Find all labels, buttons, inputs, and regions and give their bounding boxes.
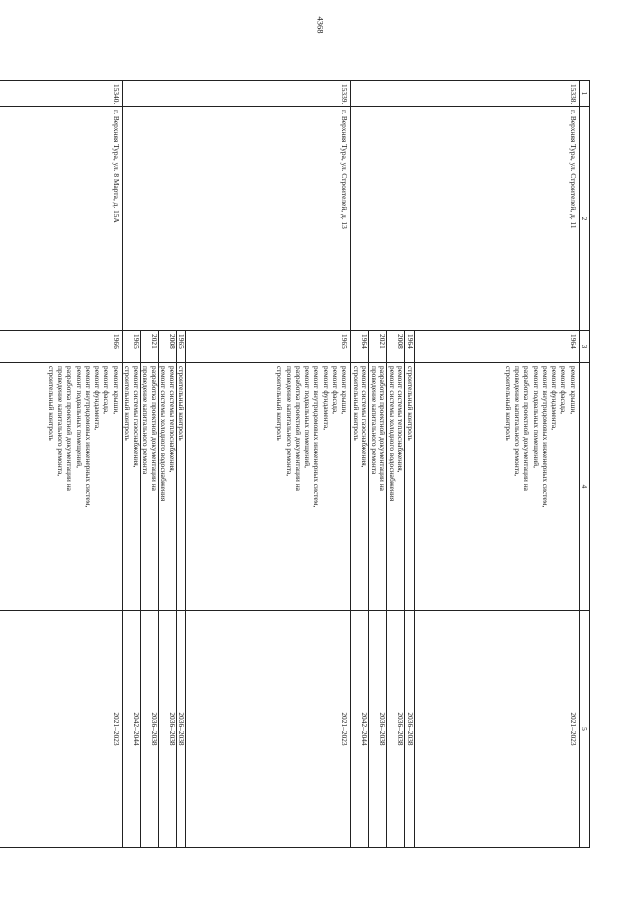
work-item: разработка проектной документации на [293, 366, 303, 491]
year-cell: 2008 [387, 331, 405, 363]
work-item: разработка проектной документации на [522, 366, 532, 491]
work-item: ремонт фасада, [559, 366, 569, 414]
work-item: строительный контроль [405, 366, 415, 441]
works-cell [351, 363, 369, 611]
period-cell: 2036–2038 [369, 611, 387, 848]
work-item: строительный контроль [275, 366, 285, 441]
work-item: ремонт системы холодного водоснабжения [387, 366, 397, 502]
header-col-5: 5 [579, 611, 589, 848]
work-item: ремонт фундамента, [550, 366, 560, 431]
works-cell [387, 363, 405, 611]
year-cell: 1965 [186, 331, 351, 363]
work-item: проведение капитального ремонта, [513, 366, 523, 477]
building-address: г. Верхняя Тура, ул. Строителей, д. 13 [122, 107, 351, 331]
year-cell: 1966 [0, 331, 122, 363]
work-item: разработка проектной документации на [65, 366, 75, 491]
header-col-2: 2 [579, 107, 589, 331]
period-cell: 2021–2023 [414, 611, 579, 848]
table-body [0, 81, 579, 848]
work-item: ремонт фасада, [102, 366, 112, 414]
repair-schedule-table [0, 80, 590, 848]
year-cell: 1965 [122, 331, 140, 363]
work-item: ремонт крыши, [340, 366, 350, 415]
period-cell: 2042–2044 [122, 611, 140, 848]
page-number: 4368 [315, 16, 325, 34]
year-cell: 2008 [158, 331, 176, 363]
work-item: строительный контроль [177, 366, 187, 441]
work-item: ремонт фасада, [330, 366, 340, 414]
work-item: проведение капитального ремонта [141, 366, 151, 475]
header-col-4: 4 [579, 363, 589, 611]
work-item: ремонт крыши, [111, 366, 121, 415]
year-cell: 1964 [351, 331, 369, 363]
work-item: ремонт системы теплоснабжения, [396, 366, 406, 473]
works-cell [186, 363, 351, 611]
header-row [579, 81, 589, 848]
work-item: ремонт системы теплоснабжения, [167, 366, 177, 473]
work-item: разработка проектной документации на [149, 366, 159, 491]
works-cell [414, 363, 579, 611]
period-cell: 2036–2038 [405, 611, 415, 848]
work-item: ремонт системы газоснабжения, [360, 366, 370, 468]
table-row [414, 81, 579, 848]
work-item: ремонт системы холодного водоснабжения [159, 366, 169, 502]
period-cell: 2021–2023 [186, 611, 351, 848]
year-cell: 2021 [369, 331, 387, 363]
period-cell: 2042–2044 [351, 611, 369, 848]
work-item: строительный контроль [46, 366, 56, 441]
work-item: проведение капитального ремонта, [284, 366, 294, 477]
work-item: ремонт подвальных помещений, [531, 366, 541, 468]
works-cell [405, 363, 415, 611]
table-row [0, 81, 122, 848]
header-col-3: 3 [579, 331, 589, 363]
table-row [186, 81, 351, 848]
work-item: ремонт фундамента, [93, 366, 103, 431]
building-address: г. Верхняя Тура, ул. 8 Марта, д. 15А [0, 107, 122, 331]
row-number: 15339. [122, 81, 351, 107]
work-item: строительный контроль [504, 366, 513, 441]
work-item: разработка проектной документации на [378, 366, 388, 491]
work-item: ремонт внутридомовых инженерных систем, [541, 366, 550, 508]
works-cell [176, 363, 186, 611]
period-cell: 2036–2038 [176, 611, 186, 848]
year-cell: 1964 [414, 331, 579, 363]
work-item: строительный контроль [351, 366, 361, 441]
work-item: ремонт системы газоснабжения, [131, 366, 141, 468]
works-cell [158, 363, 176, 611]
period-cell: 2021–2023 [0, 611, 122, 848]
period-cell: 2036–2038 [387, 611, 405, 848]
work-item: ремонт внутридомовых инженерных систем, [312, 366, 322, 508]
year-cell: 1965 [176, 331, 186, 363]
works-cell [122, 363, 140, 611]
work-item: проведение капитального ремонта, [56, 366, 66, 477]
work-item: ремонт внутридомовых инженерных систем, [83, 366, 93, 508]
work-item: ремонт крыши, [568, 366, 578, 415]
works-cell [369, 363, 387, 611]
work-item: ремонт подвальных помещений, [74, 366, 84, 468]
building-address: г. Верхняя Тура, ул. Строителей, д. 11 [351, 107, 580, 331]
works-cell [140, 363, 158, 611]
year-cell: 1964 [405, 331, 415, 363]
year-cell: 2021 [140, 331, 158, 363]
period-cell: 2036–2038 [140, 611, 158, 848]
work-item: ремонт подвальных помещений, [303, 366, 313, 468]
period-cell: 2036–2038 [158, 611, 176, 848]
row-number: 15340. [0, 81, 122, 107]
works-cell [0, 363, 122, 611]
work-item: ремонт фундамента, [321, 366, 331, 431]
header-col-1: 1 [579, 81, 589, 107]
row-number: 15338. [351, 81, 580, 107]
work-item: проведение капитального ремонта [369, 366, 379, 475]
work-item: строительный контроль [123, 366, 133, 441]
rotated-table-container [46, 80, 590, 847]
